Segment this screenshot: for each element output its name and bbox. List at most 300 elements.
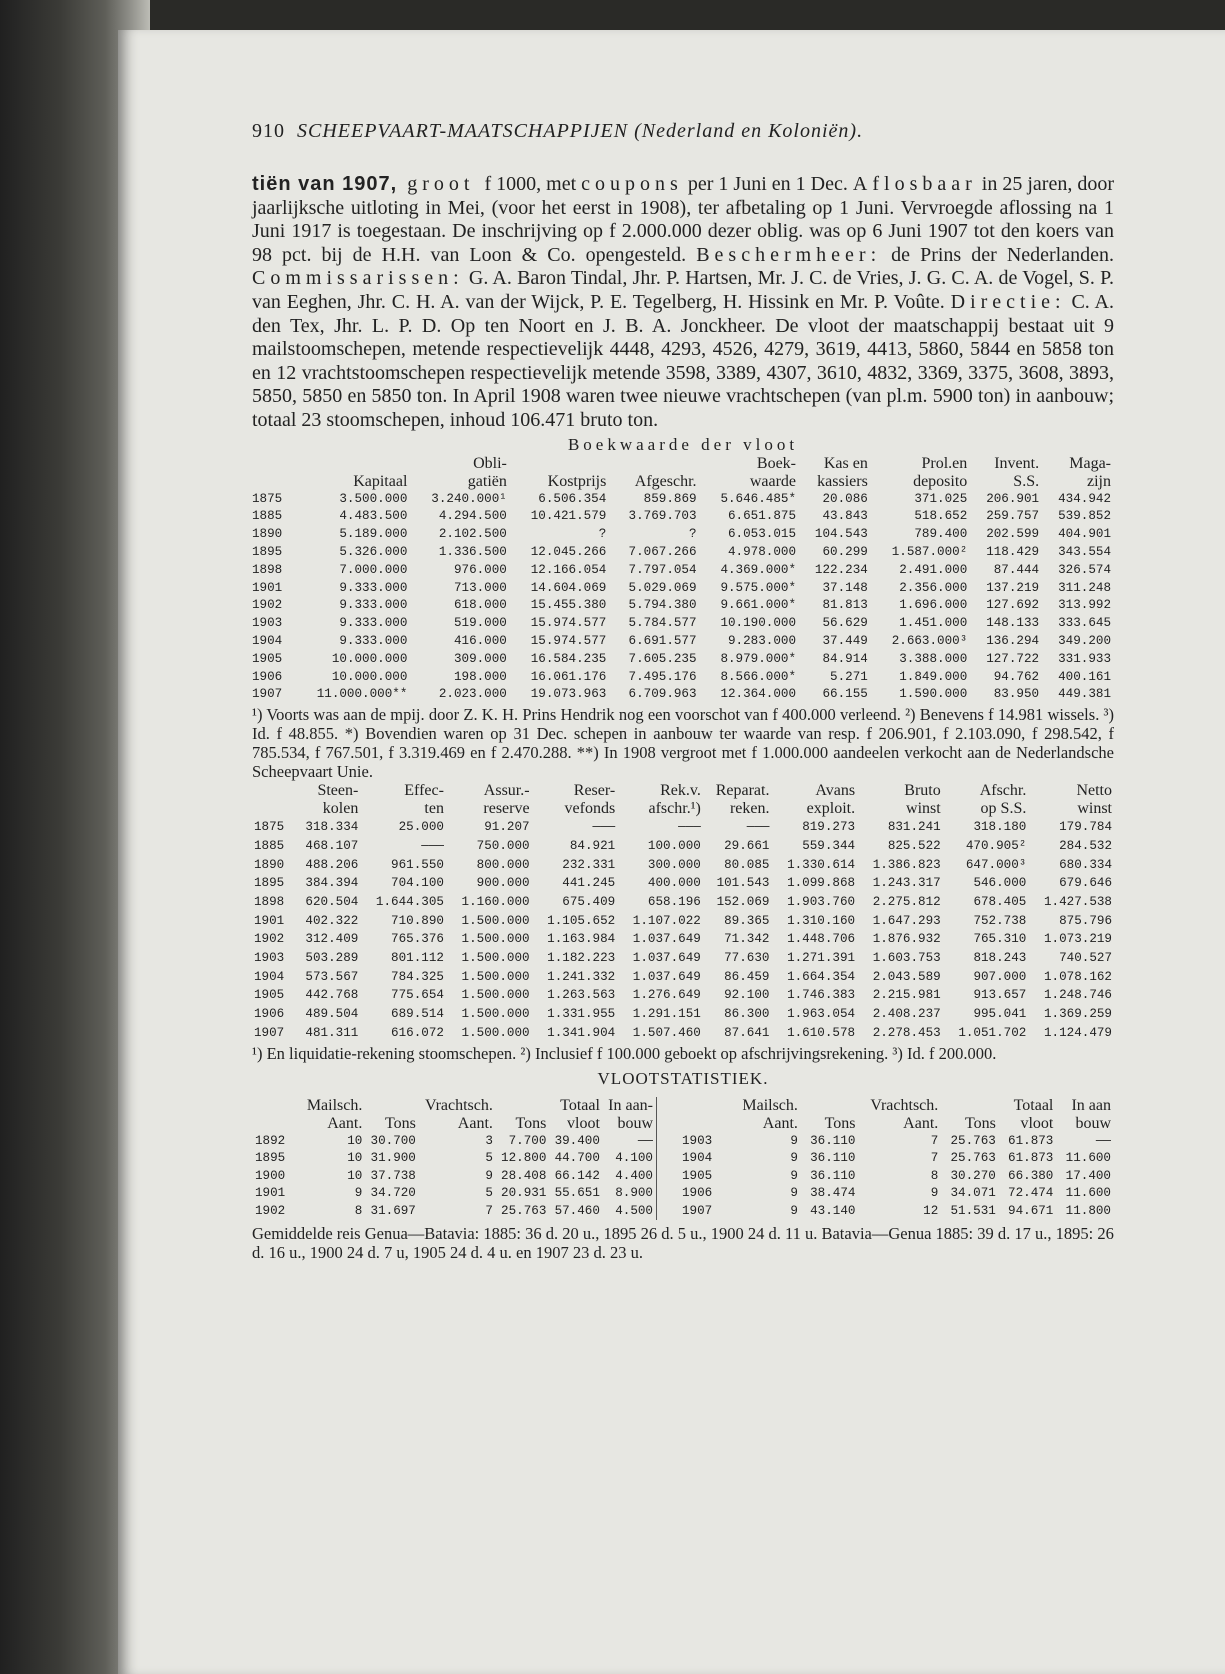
boekwaarde-value-cell: 6.651.875 xyxy=(727,509,797,524)
boekwaarde-value-cell: 148.133 xyxy=(986,616,1040,631)
boekwaarde-header-cell: Prol.en xyxy=(921,454,968,472)
boekwaarde-value-cell: 331.933 xyxy=(1058,651,1111,666)
winst-header-cell: ten xyxy=(424,800,444,818)
winst-row xyxy=(252,837,1114,856)
vloot-right-header-cell xyxy=(679,1097,732,1115)
boekwaarde-row xyxy=(252,651,1114,669)
boekwaarde-row xyxy=(252,686,1114,704)
winst-header-cell: Afschr. xyxy=(979,782,1027,800)
running-header xyxy=(252,120,1114,143)
intro-directie: Directie: xyxy=(950,290,1066,313)
winst-year-cell: 1875 xyxy=(254,820,285,835)
winst-value-cell: 1.500.000 xyxy=(461,988,530,1003)
vloot-left-value-cell: —— xyxy=(637,1133,653,1148)
boekwaarde-header-cell: zijn xyxy=(1087,472,1111,490)
winst-header-cell: Assur.- xyxy=(483,782,530,800)
winst-value-cell: 77.630 xyxy=(724,951,770,966)
winst-row xyxy=(252,1024,1114,1043)
vloot-right-value-cell: 38.474 xyxy=(810,1186,856,1201)
boekwaarde-header-row xyxy=(252,455,1114,473)
boekwaarde-value-cell: 9.283.000 xyxy=(727,633,797,648)
vloot-left-row xyxy=(252,1185,657,1203)
vloot-left-value-cell: 34.720 xyxy=(370,1186,416,1201)
vloot-right-value-cell: 17.400 xyxy=(1065,1168,1111,1183)
boekwaarde-value-cell: 16.061.176 xyxy=(530,669,607,684)
vloot-left-row xyxy=(252,1168,657,1186)
boekwaarde-value-cell: 104.543 xyxy=(814,527,868,542)
boekwaarde-value-cell: 56.629 xyxy=(822,616,868,631)
boekwaarde-header-cell xyxy=(293,455,411,473)
boekwaarde-value-cell: 9.333.000 xyxy=(339,598,408,613)
winst-value-cell: 1.271.391 xyxy=(787,951,856,966)
vloot-left-row xyxy=(252,1133,657,1151)
vloot-right-value-cell: 8 xyxy=(930,1168,939,1183)
winst-value-cell: 573.567 xyxy=(305,969,359,984)
boekwaarde-value-cell: 9.661.000* xyxy=(720,598,797,613)
boekwaarde-year-cell: 1898 xyxy=(252,562,283,577)
boekwaarde-value-cell: 9.333.000 xyxy=(339,633,408,648)
winst-value-cell: 1.163.984 xyxy=(547,932,616,947)
vloot-left-value-cell: 57.460 xyxy=(554,1203,600,1218)
boekwaarde-value-cell: 404.901 xyxy=(1058,527,1111,542)
winst-value-cell: 1.746.383 xyxy=(787,988,856,1003)
boekwaarde-value-cell: 3.240.000¹ xyxy=(431,491,507,506)
intro-text-5: de Prins der Nederlanden. xyxy=(881,243,1114,266)
intro-text-1: groot xyxy=(397,173,485,195)
winst-value-cell: 1.448.706 xyxy=(787,932,856,947)
winst-value-cell: 801.112 xyxy=(391,951,444,966)
vloot-left-header-cell: In aan- xyxy=(608,1096,653,1114)
vloot-left-value-cell: 5 xyxy=(485,1186,493,1201)
winst-value-cell: 489.504 xyxy=(305,1007,359,1022)
winst-value-cell: 658.196 xyxy=(647,894,701,909)
winst-row xyxy=(252,818,1114,837)
winst-value-cell: 1.341.904 xyxy=(547,1025,616,1040)
boekwaarde-value-cell: 6.506.354 xyxy=(538,491,607,506)
boekwaarde-value-cell: 539.852 xyxy=(1058,509,1111,524)
intro-beschermheer: Beschermheer: xyxy=(696,243,882,266)
winst-value-cell: ——— xyxy=(746,820,770,835)
winst-value-cell: 1.500.000 xyxy=(461,969,530,984)
boekwaarde-row xyxy=(252,669,1114,687)
winst-year-cell: 1895 xyxy=(254,876,285,891)
boekwaarde-value-cell: 976.000 xyxy=(453,562,507,577)
vloot-right-row xyxy=(679,1168,1114,1186)
winst-footnote: ¹) En liquidatie-rekening stoomschepen. ²) Inclusief f 100.000 geboekt op afschrijvingsrekening. ³) Id. f 200.000. xyxy=(252,1043,997,1063)
vloot-left-value-cell: 7 xyxy=(485,1203,493,1218)
boekwaarde-value-cell: 3.388.000 xyxy=(899,651,968,666)
boekwaarde-row xyxy=(252,491,1114,509)
winst-value-cell: 900.000 xyxy=(476,876,530,891)
boekwaarde-year-cell: 1901 xyxy=(252,580,283,595)
vloot-right-value-cell: 43.140 xyxy=(810,1203,856,1218)
boekwaarde-value-cell: 11.000.000** xyxy=(316,687,408,702)
boekwaarde-header-cell: Kostprijs xyxy=(547,472,607,490)
winst-value-cell: 1.369.259 xyxy=(1043,1007,1112,1022)
vloot-left-header-cell: bouw xyxy=(617,1114,653,1132)
vloot-right-value-cell: 12 xyxy=(923,1203,939,1218)
winst-value-cell: 91.207 xyxy=(484,820,530,835)
boekwaarde-value-cell: 6.053.015 xyxy=(727,527,797,542)
winst-header-cell: exploit. xyxy=(806,800,856,818)
boekwaarde-row xyxy=(252,526,1114,544)
boekwaarde-value-cell: 416.000 xyxy=(453,633,507,648)
boekwaarde-value-cell: 137.219 xyxy=(986,580,1040,595)
winst-value-cell: 831.241 xyxy=(887,820,941,835)
winst-header-cell: vefonds xyxy=(564,800,616,818)
winst-header-cell: Reser- xyxy=(573,782,616,800)
winst-header-cell: Avans xyxy=(815,782,856,800)
boekwaarde-value-cell: 789.400 xyxy=(914,527,968,542)
vloot-right-value-cell: 9 xyxy=(790,1168,798,1183)
winst-header-cell: winst xyxy=(906,800,941,818)
winst-value-cell: 84.921 xyxy=(569,838,616,853)
boekwaarde-value-cell: 198.000 xyxy=(453,669,507,684)
boekwaarde-value-cell: 37.148 xyxy=(822,580,868,595)
boekwaarde-value-cell: 9.333.000 xyxy=(339,580,408,595)
winst-value-cell: 1.664.354 xyxy=(787,969,856,984)
boekwaarde-header-cell: Maga- xyxy=(1069,454,1111,472)
vloot-left-header-cell: Aant. xyxy=(457,1114,493,1132)
vloot-right-value-cell: 7 xyxy=(930,1133,939,1148)
boekwaarde-value-cell: 3.500.000 xyxy=(339,491,408,506)
winst-value-cell: 913.657 xyxy=(973,988,1027,1003)
boekwaarde-value-cell: 400.161 xyxy=(1058,669,1111,684)
boekwaarde-header-cell xyxy=(609,455,699,473)
vloot-left-value-cell: 5 xyxy=(485,1151,493,1166)
boekwaarde-value-cell: 7.067.266 xyxy=(628,544,697,559)
boekwaarde-value-cell: 15.974.577 xyxy=(530,633,607,648)
winst-value-cell: 1.182.223 xyxy=(547,951,616,966)
vloot-right-value-cell: 30.270 xyxy=(950,1168,996,1183)
winst-value-cell: 1.291.151 xyxy=(632,1007,701,1022)
winst-value-cell: 765.310 xyxy=(973,932,1027,947)
vloot-left-value-cell: 7.700 xyxy=(508,1133,547,1148)
winst-value-cell: 1.427.538 xyxy=(1043,894,1112,909)
winst-value-cell: 1.105.652 xyxy=(547,913,616,928)
boekwaarde-value-cell: 6.709.963 xyxy=(628,687,697,702)
intro-commissarissen: Commissarissen: xyxy=(252,267,464,290)
boekwaarde-header-cell: gatiën xyxy=(467,472,507,490)
vloot-left-value-cell: 9 xyxy=(485,1168,493,1183)
winst-year-cell: 1907 xyxy=(254,1025,285,1040)
winst-header-cell xyxy=(252,782,293,800)
winst-value-cell: 616.072 xyxy=(391,1025,444,1040)
boekwaarde-year-cell: 1890 xyxy=(252,527,283,542)
boekwaarde-value-cell: 8.979.000* xyxy=(720,651,797,666)
winst-value-cell: 468.107 xyxy=(305,838,359,853)
boekwaarde-value-cell: 12.045.266 xyxy=(530,544,607,559)
vloot-right-header-row xyxy=(679,1115,1114,1133)
vloot-right-row xyxy=(679,1150,1114,1168)
vloot-left-value-cell: 4.100 xyxy=(615,1151,653,1166)
boekwaarde-value-cell: 5.189.000 xyxy=(339,527,408,542)
winst-value-cell: 1.331.955 xyxy=(547,1007,616,1022)
winst-value-cell: 481.311 xyxy=(305,1025,359,1040)
boekwaarde-value-cell: 136.294 xyxy=(986,633,1040,648)
boekwaarde-footnote: ¹) Voorts was aan de mpij. door Z. K. H. Prins Hendrik nog een voorschot van f 400.000 verleend. ²) Benevens f 14.981 wissels. ³) Id. f 48.855. *) Bovendien waren op 31 Dec. schepen in aanbouw ter waarde van resp. f 206.901, f 2.103.090, f 298.542, f 785.534, f 767.501, f 3.319.469 en f 2.470.288. **) In 1908 vergroot met f 1.000.000 aandeelen verkocht aan de Nederlandsche Scheepvaart Unie. xyxy=(252,705,1114,782)
winst-value-cell: 1.500.000 xyxy=(461,913,530,928)
winst-value-cell: 503.289 xyxy=(305,951,359,966)
winst-row xyxy=(252,986,1114,1005)
winst-value-cell: 384.394 xyxy=(305,876,359,891)
winst-value-cell: 1.500.000 xyxy=(461,951,530,966)
boekwaarde-value-cell: 12.364.000 xyxy=(720,687,797,702)
boekwaarde-value-cell: 5.029.069 xyxy=(628,580,697,595)
boekwaarde-row xyxy=(252,615,1114,633)
boekwaarde-value-cell: 2.663.000³ xyxy=(891,633,968,648)
vloot-right-value-cell: 34.071 xyxy=(950,1186,996,1201)
winst-value-cell: 775.654 xyxy=(391,988,444,1003)
winst-row xyxy=(252,930,1114,949)
intro-coupons: coupons xyxy=(581,173,683,195)
winst-value-cell: 71.342 xyxy=(724,932,770,947)
intro-text-6: G. A. Baron Tindal, Jhr. P. Hartsen, Mr. J. C. de Vries, J. G. C. A. de Vogel, S. P. van Eeghen, Jhr. C. H. A. van der Wijck, P. E. Tegelberg, H. Hissink en Mr. P. Voûte. xyxy=(252,267,1114,313)
winst-value-cell: 961.550 xyxy=(391,857,444,872)
vloot-right-value-cell: 36.110 xyxy=(810,1151,856,1166)
winst-value-cell: 152.069 xyxy=(716,894,770,909)
winst-row xyxy=(252,893,1114,912)
boekwaarde-value-cell: 5.646.485* xyxy=(720,491,797,506)
vloot-left-value-cell: 25.763 xyxy=(501,1203,547,1218)
winst-value-cell: 1.241.332 xyxy=(547,969,616,984)
boekwaarde-value-cell: 5.794.380 xyxy=(628,598,697,613)
vloot-right-value-cell: 36.110 xyxy=(810,1168,856,1183)
winst-value-cell: 1.500.000 xyxy=(461,1025,530,1040)
page-number: 910 xyxy=(252,120,285,142)
boekwaarde-header-cell: Obli- xyxy=(473,454,507,472)
vloot-left-row xyxy=(252,1150,657,1168)
winst-header-cell xyxy=(252,800,293,818)
winst-header-row xyxy=(252,800,1114,818)
boekwaarde-year-cell: 1895 xyxy=(252,544,283,559)
winst-row xyxy=(252,874,1114,893)
boekwaarde-header-cell: kassiers xyxy=(817,472,868,490)
vloot-left-header-row xyxy=(252,1097,657,1115)
vloot-left-value-cell: 66.142 xyxy=(554,1168,600,1183)
vloot-left-value-cell: 4.500 xyxy=(615,1203,653,1218)
winst-value-cell: 1.276.649 xyxy=(632,988,701,1003)
boekwaarde-value-cell: 127.722 xyxy=(986,651,1040,666)
vloot-right-year-cell: 1906 xyxy=(682,1186,713,1201)
vloot-left-row xyxy=(252,1203,657,1221)
winst-value-cell: 442.768 xyxy=(305,988,359,1003)
boekwaarde-value-cell: 2.102.500 xyxy=(438,527,507,542)
vloot-right-header-cell xyxy=(801,1097,859,1115)
boekwaarde-value-cell: 8.566.000* xyxy=(720,669,797,684)
boekwaarde-value-cell: 519.000 xyxy=(453,616,507,631)
vloot-right-header-cell: Tons xyxy=(964,1114,996,1132)
winst-value-cell: 2.278.453 xyxy=(872,1025,941,1040)
intro-aflosbaar: Aflosbaar xyxy=(852,173,977,195)
winst-value-cell: 89.365 xyxy=(724,913,770,928)
vlootstatistiek-right-table xyxy=(679,1097,1114,1221)
boekwaarde-value-cell: 60.299 xyxy=(822,544,868,559)
vloot-right-value-cell: 7 xyxy=(930,1151,939,1166)
boekwaarde-value-cell: 5.271 xyxy=(830,669,868,684)
boekwaarde-value-cell: 3.769.703 xyxy=(628,509,697,524)
winst-row xyxy=(252,949,1114,968)
vloot-left-header-cell: Tons xyxy=(515,1114,547,1132)
vloot-right-value-cell: 72.474 xyxy=(1008,1186,1054,1201)
winst-header-cell: Effec- xyxy=(404,782,444,800)
winst-value-cell: ——— xyxy=(678,820,701,835)
boekwaarde-header-cell: Kas en xyxy=(823,454,868,472)
boekwaarde-value-cell: 14.604.069 xyxy=(530,580,607,595)
vloot-right-year-cell: 1905 xyxy=(682,1168,713,1183)
intro-text-3: per 1 Juni en 1 Dec. xyxy=(682,173,853,195)
vloot-right-header-cell xyxy=(941,1097,999,1115)
vloot-left-value-cell: 44.700 xyxy=(554,1151,600,1166)
winst-value-cell: 1.603.753 xyxy=(872,951,941,966)
boekwaarde-header-cell xyxy=(252,473,293,491)
boekwaarde-value-cell: 7.605.235 xyxy=(628,651,697,666)
intro-lead: tiën van 1907, xyxy=(252,173,398,195)
boekwaarde-value-cell: 202.599 xyxy=(986,527,1040,542)
boekwaarde-value-cell: 1.590.000 xyxy=(899,687,968,702)
boekwaarde-value-cell: 333.645 xyxy=(1058,616,1111,631)
winst-year-cell: 1898 xyxy=(254,894,285,909)
winst-value-cell: 1.310.160 xyxy=(787,913,856,928)
winst-year-cell: 1904 xyxy=(254,969,285,984)
boekwaarde-value-cell: 4.483.500 xyxy=(339,509,408,524)
boekwaarde-value-cell: 5.784.577 xyxy=(628,616,697,631)
winst-value-cell: 284.532 xyxy=(1059,838,1112,853)
winst-value-cell: 101.543 xyxy=(716,876,770,891)
winst-year-cell: 1901 xyxy=(254,913,285,928)
boekwaarde-value-cell: 6.691.577 xyxy=(628,633,697,648)
winst-value-cell: 1.386.823 xyxy=(872,857,941,872)
vloot-left-value-cell: 31.697 xyxy=(370,1203,416,1218)
winst-value-cell: 87.641 xyxy=(724,1025,770,1040)
winst-year-cell: 1905 xyxy=(254,988,285,1003)
vloot-left-header-cell: vloot xyxy=(567,1114,600,1132)
winst-header-cell: winst xyxy=(1077,800,1112,818)
vloot-left-year-cell: 1902 xyxy=(255,1203,286,1218)
vloot-right-value-cell: —— xyxy=(1095,1133,1111,1148)
boekwaarde-value-cell: 9.333.000 xyxy=(339,616,408,631)
winst-value-cell: 1.507.460 xyxy=(632,1025,701,1040)
winst-header-cell: reserve xyxy=(483,800,530,818)
boekwaarde-value-cell: 4.978.000 xyxy=(727,544,797,559)
vlootstatistiek-left-table xyxy=(252,1097,657,1221)
boekwaarde-value-cell: 1.451.000 xyxy=(899,616,968,631)
boekwaarde-value-cell: 7.000.000 xyxy=(339,562,408,577)
winst-value-cell: 750.000 xyxy=(476,838,530,853)
vloot-left-value-cell: 39.400 xyxy=(554,1133,600,1148)
winst-value-cell: 2.408.237 xyxy=(872,1007,941,1022)
vloot-right-value-cell: 94.671 xyxy=(1008,1203,1054,1218)
boekwaarde-value-cell: 343.554 xyxy=(1058,544,1111,559)
vloot-left-header-cell xyxy=(496,1097,550,1115)
winst-value-cell: 470.905² xyxy=(965,838,1027,853)
boekwaarde-value-cell: 81.813 xyxy=(822,598,868,613)
vloot-left-value-cell: 28.408 xyxy=(501,1168,547,1183)
boekwaarde-value-cell: 7.797.054 xyxy=(628,562,697,577)
winst-value-cell: 86.300 xyxy=(724,1007,770,1022)
winst-value-cell: 29.661 xyxy=(724,838,770,853)
boekwaarde-header-cell: waarde xyxy=(749,472,797,490)
vloot-left-header-cell: Aant. xyxy=(327,1114,363,1132)
boekwaarde-value-cell: ? xyxy=(598,527,607,542)
winst-value-cell: 647.000³ xyxy=(965,857,1027,872)
boekwaarde-value-cell: 43.843 xyxy=(822,509,868,524)
winst-value-cell: 818.243 xyxy=(973,951,1027,966)
boekwaarde-header-cell: Invent. xyxy=(994,454,1040,472)
vloot-left-value-cell: 55.651 xyxy=(554,1186,600,1201)
boekwaarde-value-cell: 122.234 xyxy=(814,562,868,577)
vloot-left-value-cell: 31.900 xyxy=(370,1151,416,1166)
boekwaarde-header-cell: S.S. xyxy=(1013,472,1040,490)
boekwaarde-value-cell: 10.421.579 xyxy=(530,509,607,524)
winst-value-cell: 1.610.578 xyxy=(787,1025,856,1040)
boekwaarde-year-cell: 1903 xyxy=(252,616,283,631)
winst-value-cell: 402.322 xyxy=(305,913,359,928)
boekwaarde-value-cell: 10.000.000 xyxy=(331,651,408,666)
boekwaarde-year-cell: 1906 xyxy=(252,669,283,684)
winst-header-cell: Steen- xyxy=(317,782,359,800)
winst-value-cell: 1.107.022 xyxy=(632,913,701,928)
winst-value-cell: 1.073.219 xyxy=(1043,932,1112,947)
vloot-left-value-cell: 10 xyxy=(347,1151,363,1166)
vloot-left-header-cell: Vrachtsch. xyxy=(424,1096,493,1114)
boekwaarde-year-cell: 1905 xyxy=(252,651,283,666)
boekwaarde-header-cell xyxy=(510,455,609,473)
vloot-left-value-cell: 8.900 xyxy=(615,1186,653,1201)
boekwaarde-value-cell: 19.073.963 xyxy=(530,687,607,702)
vloot-right-header-cell: Vrachtsch. xyxy=(870,1096,939,1114)
vlootstatistiek-title: VLOOTSTATISTIEK. xyxy=(597,1068,769,1088)
vloot-left-header-cell xyxy=(365,1097,419,1115)
boekwaarde-value-cell: 37.449 xyxy=(822,633,868,648)
winst-header-cell: Reparat. xyxy=(715,782,770,800)
winst-value-cell: 488.206 xyxy=(305,857,359,872)
winst-year-cell: 1885 xyxy=(254,838,285,853)
boekwaarde-value-cell: 434.942 xyxy=(1058,491,1111,506)
boekwaarde-value-cell: 313.992 xyxy=(1058,598,1111,613)
vloot-left-year-cell: 1900 xyxy=(255,1168,286,1183)
boekwaarde-value-cell: 1.336.500 xyxy=(438,544,507,559)
winst-value-cell: 800.000 xyxy=(476,857,530,872)
boekwaarde-header-cell: Boek- xyxy=(756,454,797,472)
boekwaarde-header-cell xyxy=(252,455,293,473)
boekwaarde-year-cell: 1875 xyxy=(252,491,283,506)
boekwaarde-value-cell: 449.381 xyxy=(1058,687,1111,702)
vloot-left-header-cell xyxy=(252,1115,301,1133)
boekwaarde-value-cell: 859.869 xyxy=(643,491,697,506)
winst-row xyxy=(252,856,1114,875)
vloot-right-value-cell: 25.763 xyxy=(950,1133,996,1148)
boekwaarde-year-cell: 1904 xyxy=(252,633,283,648)
vloot-right-header-cell: Mailsch. xyxy=(742,1096,798,1114)
boekwaarde-table xyxy=(252,455,1114,705)
boekwaarde-value-cell: 127.692 xyxy=(986,598,1040,613)
winst-value-cell: 675.409 xyxy=(562,894,616,909)
intro-paragraph xyxy=(252,173,1114,433)
boekwaarde-value-cell: 1.696.000 xyxy=(899,598,968,613)
winst-value-cell: 1.500.000 xyxy=(461,1007,530,1022)
winst-value-cell: 825.522 xyxy=(887,838,941,853)
winst-header-cell: afschr.¹) xyxy=(648,800,701,818)
boekwaarde-value-cell: 713.000 xyxy=(453,580,507,595)
vloot-right-value-cell: 9 xyxy=(790,1203,798,1218)
boekwaarde-value-cell: 618.000 xyxy=(453,598,507,613)
winst-year-cell: 1906 xyxy=(254,1007,285,1022)
vloot-right-header-cell: Tons xyxy=(824,1114,856,1132)
vloot-right-value-cell: 9 xyxy=(790,1186,798,1201)
winst-value-cell: 2.275.812 xyxy=(872,894,941,909)
winst-value-cell: 1.644.305 xyxy=(375,894,444,909)
